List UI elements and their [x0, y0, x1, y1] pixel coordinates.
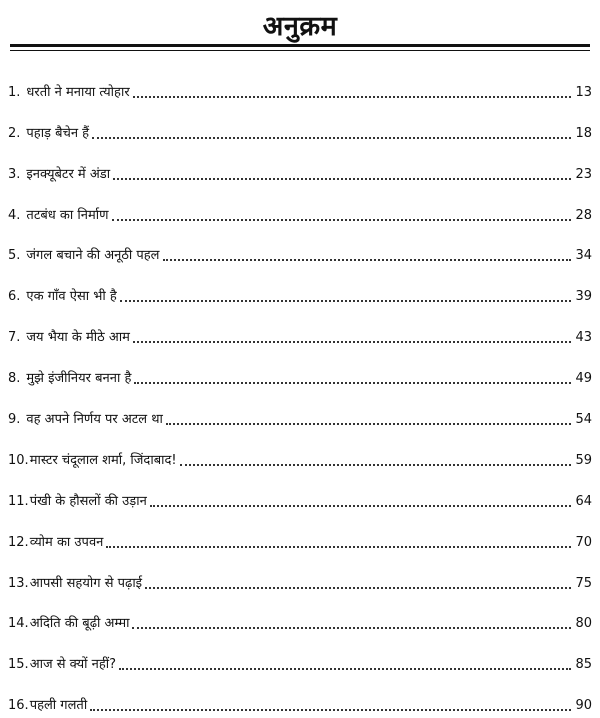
toc-entry-number: 12.	[8, 534, 29, 550]
toc-entry-page: 23	[575, 166, 592, 182]
toc-entry-number: 13.	[8, 575, 29, 591]
toc-entry-number: 6.	[8, 289, 21, 305]
title-rule-thin	[10, 50, 590, 51]
toc-entry-number: 10.	[8, 452, 29, 468]
dot-leader	[134, 382, 571, 384]
dot-leader	[112, 219, 571, 221]
toc-entry[interactable]	[8, 555, 592, 596]
toc-entry[interactable]	[8, 350, 592, 391]
toc-entry-page: 49	[575, 371, 592, 387]
toc-entry-title: पंखी के हौसलों की उड़ान	[29, 493, 147, 509]
toc-entry-page: 13	[575, 84, 592, 100]
toc-entry-title: तटबंध का निर्माण	[26, 207, 109, 223]
toc-entry-page: 28	[575, 207, 592, 223]
toc-entry-page: 64	[575, 493, 592, 509]
dot-leader	[132, 627, 571, 629]
dot-leader	[145, 587, 571, 589]
toc-entry-title: मास्टर चंदूलाल शर्मा, जिंदाबाद!	[29, 452, 177, 468]
toc-entry-title: धरती ने मनाया त्योहार	[26, 84, 130, 100]
dot-leader	[163, 259, 572, 261]
toc-entry[interactable]	[8, 146, 592, 187]
page-title: अनुक्रम	[262, 11, 338, 42]
dot-leader	[90, 709, 571, 711]
toc-entry-title: आपसी सहयोग से पढ़ाई	[29, 575, 143, 591]
toc-entry-title: पहली गलती	[29, 698, 88, 714]
toc-entry[interactable]	[8, 432, 592, 473]
toc-entry-page: 39	[575, 289, 592, 305]
toc-entry-number: 11.	[8, 493, 29, 509]
dot-leader	[106, 546, 571, 548]
toc-entry-page: 34	[575, 248, 592, 264]
dot-leader	[133, 96, 571, 98]
toc-entry[interactable]	[8, 596, 592, 637]
toc-entry-page: 75	[575, 575, 592, 591]
toc-entry-page: 70	[575, 534, 592, 550]
dot-leader	[133, 341, 571, 343]
toc-entry-page: 80	[575, 616, 592, 632]
dot-leader	[166, 423, 571, 425]
toc-entry-page: 90	[575, 698, 592, 714]
toc-entry[interactable]	[8, 228, 592, 269]
toc-entry-title: वह अपने निर्णय पर अटल था	[26, 412, 163, 428]
toc-entry[interactable]	[8, 391, 592, 432]
toc-entry-number: 1.	[8, 84, 21, 100]
toc-entry[interactable]	[8, 105, 592, 146]
toc-entry[interactable]	[8, 309, 592, 350]
toc-entry-title: व्योम का उपवन	[29, 534, 104, 550]
toc-entry-title: जंगल बचाने की अनूठी पहल	[26, 248, 160, 264]
dot-leader	[113, 178, 571, 180]
toc-entry-number: 9.	[8, 412, 21, 428]
toc-entry-number: 3.	[8, 166, 21, 182]
toc-entry-title: अदिति की बूढ़ी अम्मा	[29, 616, 130, 632]
dot-leader	[150, 505, 571, 507]
toc-entry-title: आज से क्यों नहीं?	[29, 657, 117, 673]
toc-entry-page: 18	[575, 125, 592, 141]
toc-entry-number: 15.	[8, 657, 29, 673]
toc-entry-title: मुझे इंजीनियर बनना है	[26, 371, 132, 387]
toc-entry-title: पहाड़ बैचेन हैं	[26, 125, 90, 141]
table-of-contents	[8, 64, 592, 718]
toc-entry[interactable]	[8, 64, 592, 105]
toc-entry-number: 4.	[8, 207, 21, 223]
dot-leader	[119, 668, 571, 670]
toc-entry[interactable]	[8, 187, 592, 228]
toc-entry-number: 5.	[8, 248, 21, 264]
dot-leader	[180, 464, 571, 466]
toc-entry-number: 14.	[8, 616, 29, 632]
toc-entry-page: 59	[575, 452, 592, 468]
toc-entry[interactable]	[8, 636, 592, 677]
toc-entry-number: 2.	[8, 125, 21, 141]
toc-entry[interactable]	[8, 514, 592, 555]
dot-leader	[92, 137, 571, 139]
title-rule-thick	[10, 44, 590, 47]
toc-entry-title: एक गाँव ऐसा भी है	[26, 289, 117, 305]
toc-entry-page: 54	[575, 412, 592, 428]
toc-entry-number: 7.	[8, 330, 21, 346]
dot-leader	[120, 300, 571, 302]
toc-entry-number: 8.	[8, 371, 21, 387]
toc-entry-page: 43	[575, 330, 592, 346]
toc-entry[interactable]	[8, 473, 592, 514]
toc-entry[interactable]	[8, 268, 592, 309]
toc-entry-title: इनक्यूबेटर में अंडा	[26, 166, 111, 182]
toc-entry-page: 85	[575, 657, 592, 673]
toc-entry-title: जय भैया के मीठे आम	[26, 330, 130, 346]
toc-entry-number: 16.	[8, 698, 29, 714]
